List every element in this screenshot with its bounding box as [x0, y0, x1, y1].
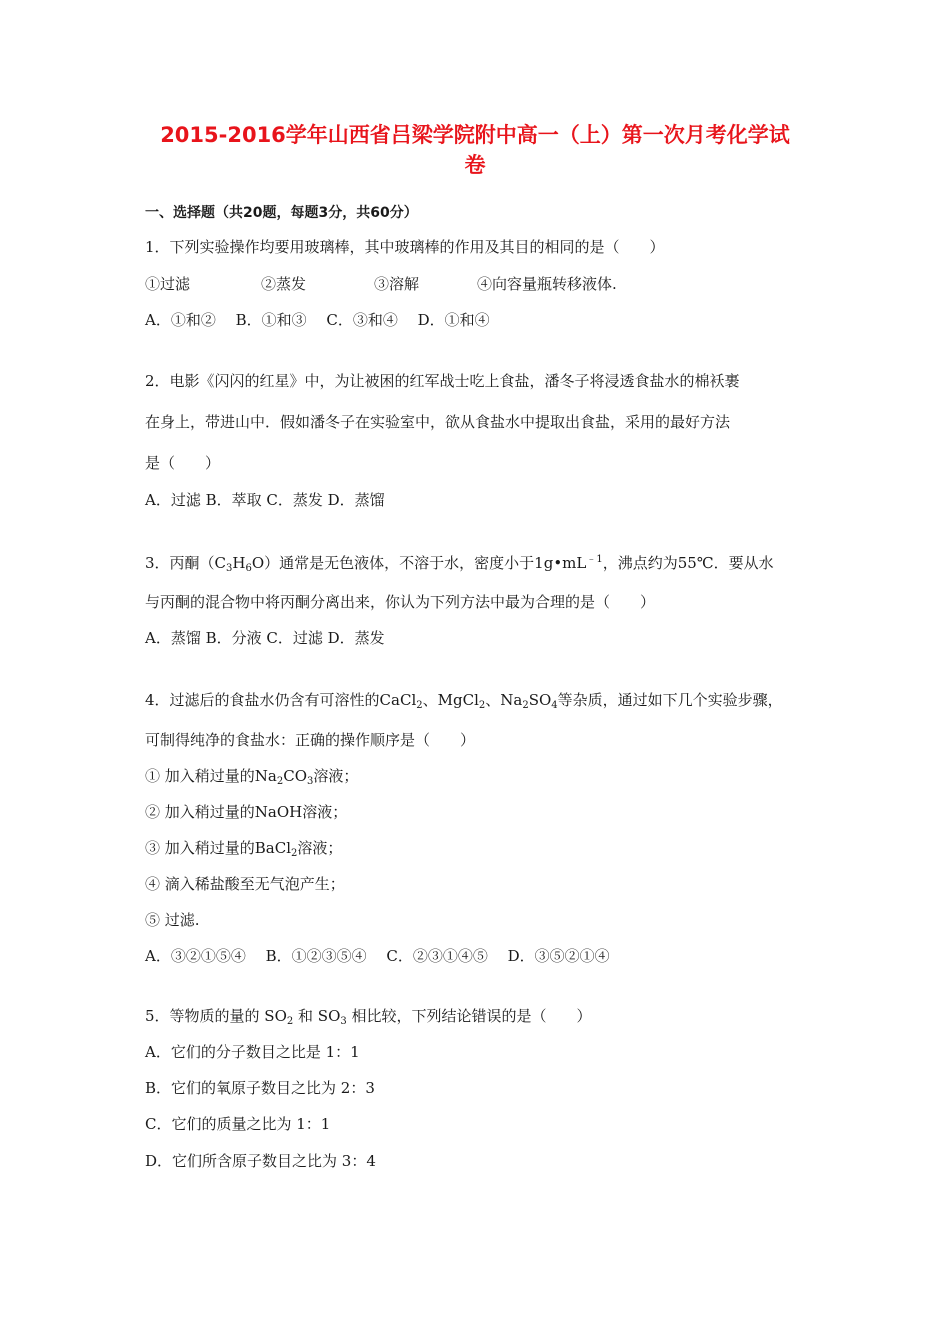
q5-option-b: B．它们的氧原子数目之比为 2：3: [145, 1079, 375, 1097]
q3-sup: ﹣1: [586, 554, 603, 565]
q3-options: A．蒸馏 B．分液 C．过滤 D．蒸发: [145, 629, 385, 647]
q4-sub-2: 2: [478, 700, 486, 711]
q4-step3-text-a: ③ 加入稍过量的BaCl: [145, 839, 292, 857]
q5-text-b: 和 SO: [293, 1007, 341, 1025]
q1-stem: 1．下列实验操作均要用玻璃棒，其中玻璃棒的作用及其目的相同的是（ ）: [145, 238, 665, 256]
q1-item-1: ①过滤: [145, 275, 191, 293]
q3-sub-2: 6: [245, 563, 252, 574]
q4-step-3: [145, 837, 342, 859]
q4-step1-text-b: CO: [283, 767, 307, 785]
q5-sub-1: 2: [286, 1016, 294, 1027]
q2-line-3: 是（ ）: [145, 454, 221, 472]
q4-text-e: 等杂质，通过如下几个实验步骤，: [557, 691, 783, 709]
q4-line-1: [145, 689, 783, 711]
q4-step-1: [145, 765, 358, 787]
q5-stem: [145, 1005, 592, 1027]
q4-step1-sub-2: 3: [307, 776, 314, 787]
q4-step1-sub-1: 2: [276, 776, 284, 787]
q3-text-b: H: [232, 554, 246, 572]
q1-options: A．①和② B．①和③ C．③和④ D．①和④: [145, 311, 490, 329]
q2-line-1: 2．电影《闪闪的红星》中，为让被困的红军战士吃上食盐，潘冬子将浸透食盐水的棉袄裹: [145, 372, 740, 390]
q1-items: [145, 273, 617, 294]
document-title: [100, 120, 850, 180]
q5-sub-2: 3: [340, 1016, 347, 1027]
q4-text-d: SO: [528, 691, 552, 709]
q4-text-c: 、Na: [485, 691, 523, 709]
q4-options: A．③②①⑤④ B．①②③⑤④ C．②③①④⑤ D．③⑤②①④: [145, 947, 610, 965]
q1-item-2: ②蒸发: [261, 275, 307, 293]
q5-text-a: 5．等物质的量的 SO: [145, 1007, 287, 1025]
q4-text-b: 、MgCl: [422, 691, 479, 709]
q3-sub-1: 3: [226, 563, 233, 574]
q4-step-5: ⑤ 过滤.: [145, 911, 200, 929]
title-line-1: 2015-2016学年山西省吕梁学院附中高一（上）第一次月考化学试: [160, 123, 790, 147]
q3-text-d: ，沸点约为55℃．要从水: [602, 554, 774, 572]
q3-line-2: 与丙酮的混合物中将丙酮分离出来，你认为下列方法中最为合理的是（ ）: [145, 593, 656, 611]
q5-option-a: A．它们的分子数目之比是 1：1: [145, 1043, 360, 1061]
q5-text-c: 相比较，下列结论错误的是（ ）: [346, 1007, 592, 1025]
q4-step1-text-a: ① 加入稍过量的Na: [145, 767, 277, 785]
title-line-2: 卷: [464, 153, 486, 177]
q4-sub-1: 2: [416, 700, 423, 711]
q4-step3-sub: 2: [291, 848, 298, 859]
q4-step-2: ② 加入稍过量的NaOH溶液；: [145, 803, 348, 821]
q2-options: A．过滤 B．萃取 C．蒸发 D．蒸馏: [145, 491, 385, 509]
q4-step1-text-c: 溶液；: [313, 767, 359, 785]
q4-step3-text-b: 溶液；: [297, 839, 343, 857]
q5-option-c: C．它们的质量之比为 1：1: [145, 1115, 331, 1133]
q4-text-a: 4．过滤后的食盐水仍含有可溶性的CaCl: [145, 691, 417, 709]
q2-line-2: 在身上，带进山中．假如潘冬子在实验室中，欲从食盐水中提取出食盐，采用的最好方法: [145, 413, 731, 431]
q3-text-a: 3．丙酮（C: [145, 554, 227, 572]
q4-sub-3: 2: [522, 700, 529, 711]
q1-item-4: ④向容量瓶转移液体.: [477, 275, 617, 293]
q4-line-2: 可制得纯净的食盐水：正确的操作顺序是（ ）: [145, 731, 476, 749]
q5-option-d: D．它们所含原子数目之比为 3：4: [145, 1152, 376, 1170]
q3-line-1: [145, 550, 774, 574]
q3-text-c: O）通常是无色液体，不溶于水，密度小于1g•mL: [251, 554, 587, 572]
q4-sub-4: 4: [551, 700, 558, 711]
q1-item-3: ③溶解: [374, 275, 420, 293]
section-heading: 一、选择题（共20题，每题3分，共60分）: [145, 205, 418, 221]
q4-step-4: ④ 滴入稀盐酸至无气泡产生；: [145, 875, 345, 893]
